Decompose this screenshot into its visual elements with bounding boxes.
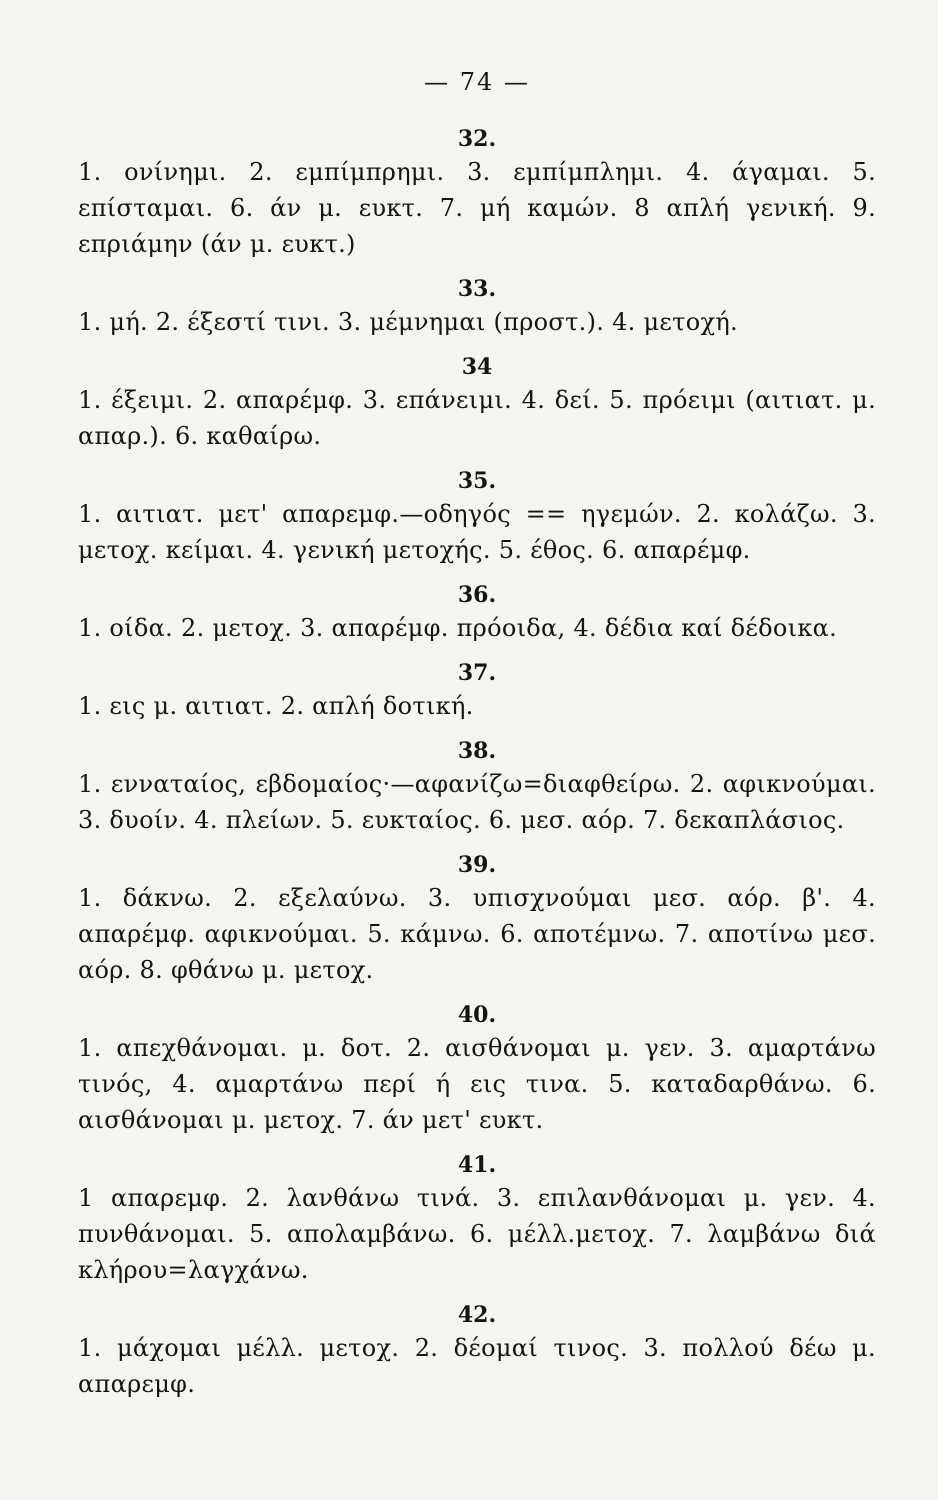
section-number: 36. — [457, 582, 497, 608]
section-text: 1 απαρεμφ. 2. λανθάνω τινά. 3. επιλανθάνομαι μ. γεν. 4. πυνθάνομαι. 5. απολαμβάνω. 6. μέλλ.μετοχ. 7. λαμβάνω διά κλήρου=λαγχάνω. — [78, 1184, 876, 1284]
section-text: 1. δάκνω. 2. εξελαύνω. 3. υπισχνούμαι μεσ. αόρ. β'. 4. απαρέμφ. αφικνούμαι. 5. κάμνω. 6. αποτέμνω. 7. αποτίνω μεσ. αόρ. 8. φθάνω μ. μετοχ. — [78, 884, 876, 984]
section-text: 1. οίδα. 2. μετοχ. 3. απαρέμφ. πρόοιδα, 4. δέδια καί δέδοικα. — [78, 614, 838, 642]
section-32 — [78, 124, 876, 262]
section-37 — [78, 658, 876, 724]
section-number: 35. — [457, 468, 497, 494]
section-text: 1. απεχθάνομαι. μ. δοτ. 2. αισθάνομαι μ. γεν. 3. αμαρτάνω τινός, 4. αμαρτάνω περί ή εις τινα. 5. καταδαρθάνω. 6. αισθάνομαι μ. μετοχ. 7. άν μετ' ευκτ. — [78, 1034, 876, 1134]
section-36 — [78, 580, 876, 646]
section-41 — [78, 1150, 876, 1288]
section-text: 1. μάχομαι μέλλ. μετοχ. 2. δέομαί τινος. 3. πολλού δέω μ. απαρεμφ. — [78, 1334, 876, 1398]
section-39 — [78, 850, 876, 988]
section-number: 42. — [457, 1302, 497, 1328]
section-number: 32. — [457, 126, 497, 152]
section-number: 33. — [457, 276, 497, 302]
section-38 — [78, 736, 876, 838]
page-number: — 74 — — [424, 68, 530, 96]
section-number: 39. — [457, 852, 497, 878]
section-33 — [78, 274, 876, 340]
section-35 — [78, 466, 876, 568]
section-text: 1. εις μ. αιτιατ. 2. απλή δοτική. — [78, 692, 474, 720]
section-34 — [78, 352, 876, 454]
section-number: 41. — [457, 1152, 497, 1178]
section-text: 1. έξειμι. 2. απαρέμφ. 3. επάνειμι. 4. δεί. 5. πρόειμι (αιτιατ. μ. απαρ.). 6. καθαίρω. — [78, 386, 876, 450]
section-number: 38. — [457, 738, 497, 764]
section-text: 1. αιτιατ. μετ' απαρεμφ.—οδηγός == ηγεμών. 2. κολάζω. 3. μετοχ. κείμαι. 4. γενική μετοχής. 5. έθος. 6. απαρέμφ. — [78, 500, 876, 564]
section-text: 1. μή. 2. έξεστί τινι. 3. μέμνημαι (προστ.). 4. μετοχή. — [78, 308, 738, 336]
section-number: 37. — [457, 660, 497, 686]
section-number: 34 — [461, 354, 493, 380]
section-text: 1. ενναταίος, εβδομαίος·—αφανίζω=διαφθείρω. 2. αφικνούμαι. 3. δυοίν. 4. πλείων. 5. ευκταίος. 6. μεσ. αόρ. 7. δεκαπλάσιος. — [78, 770, 876, 834]
section-text: 1. ονίνημι. 2. εμπίμπρημι. 3. εμπίμπλημι. 4. άγαμαι. 5. επίσταμαι. 6. άν μ. ευκτ. 7. μή καμών. 8 απλή γενική. 9. επριάμην (άν μ. ευκτ.) — [78, 158, 876, 258]
section-number: 40. — [457, 1002, 497, 1028]
section-42 — [78, 1300, 876, 1402]
section-40 — [78, 1000, 876, 1138]
